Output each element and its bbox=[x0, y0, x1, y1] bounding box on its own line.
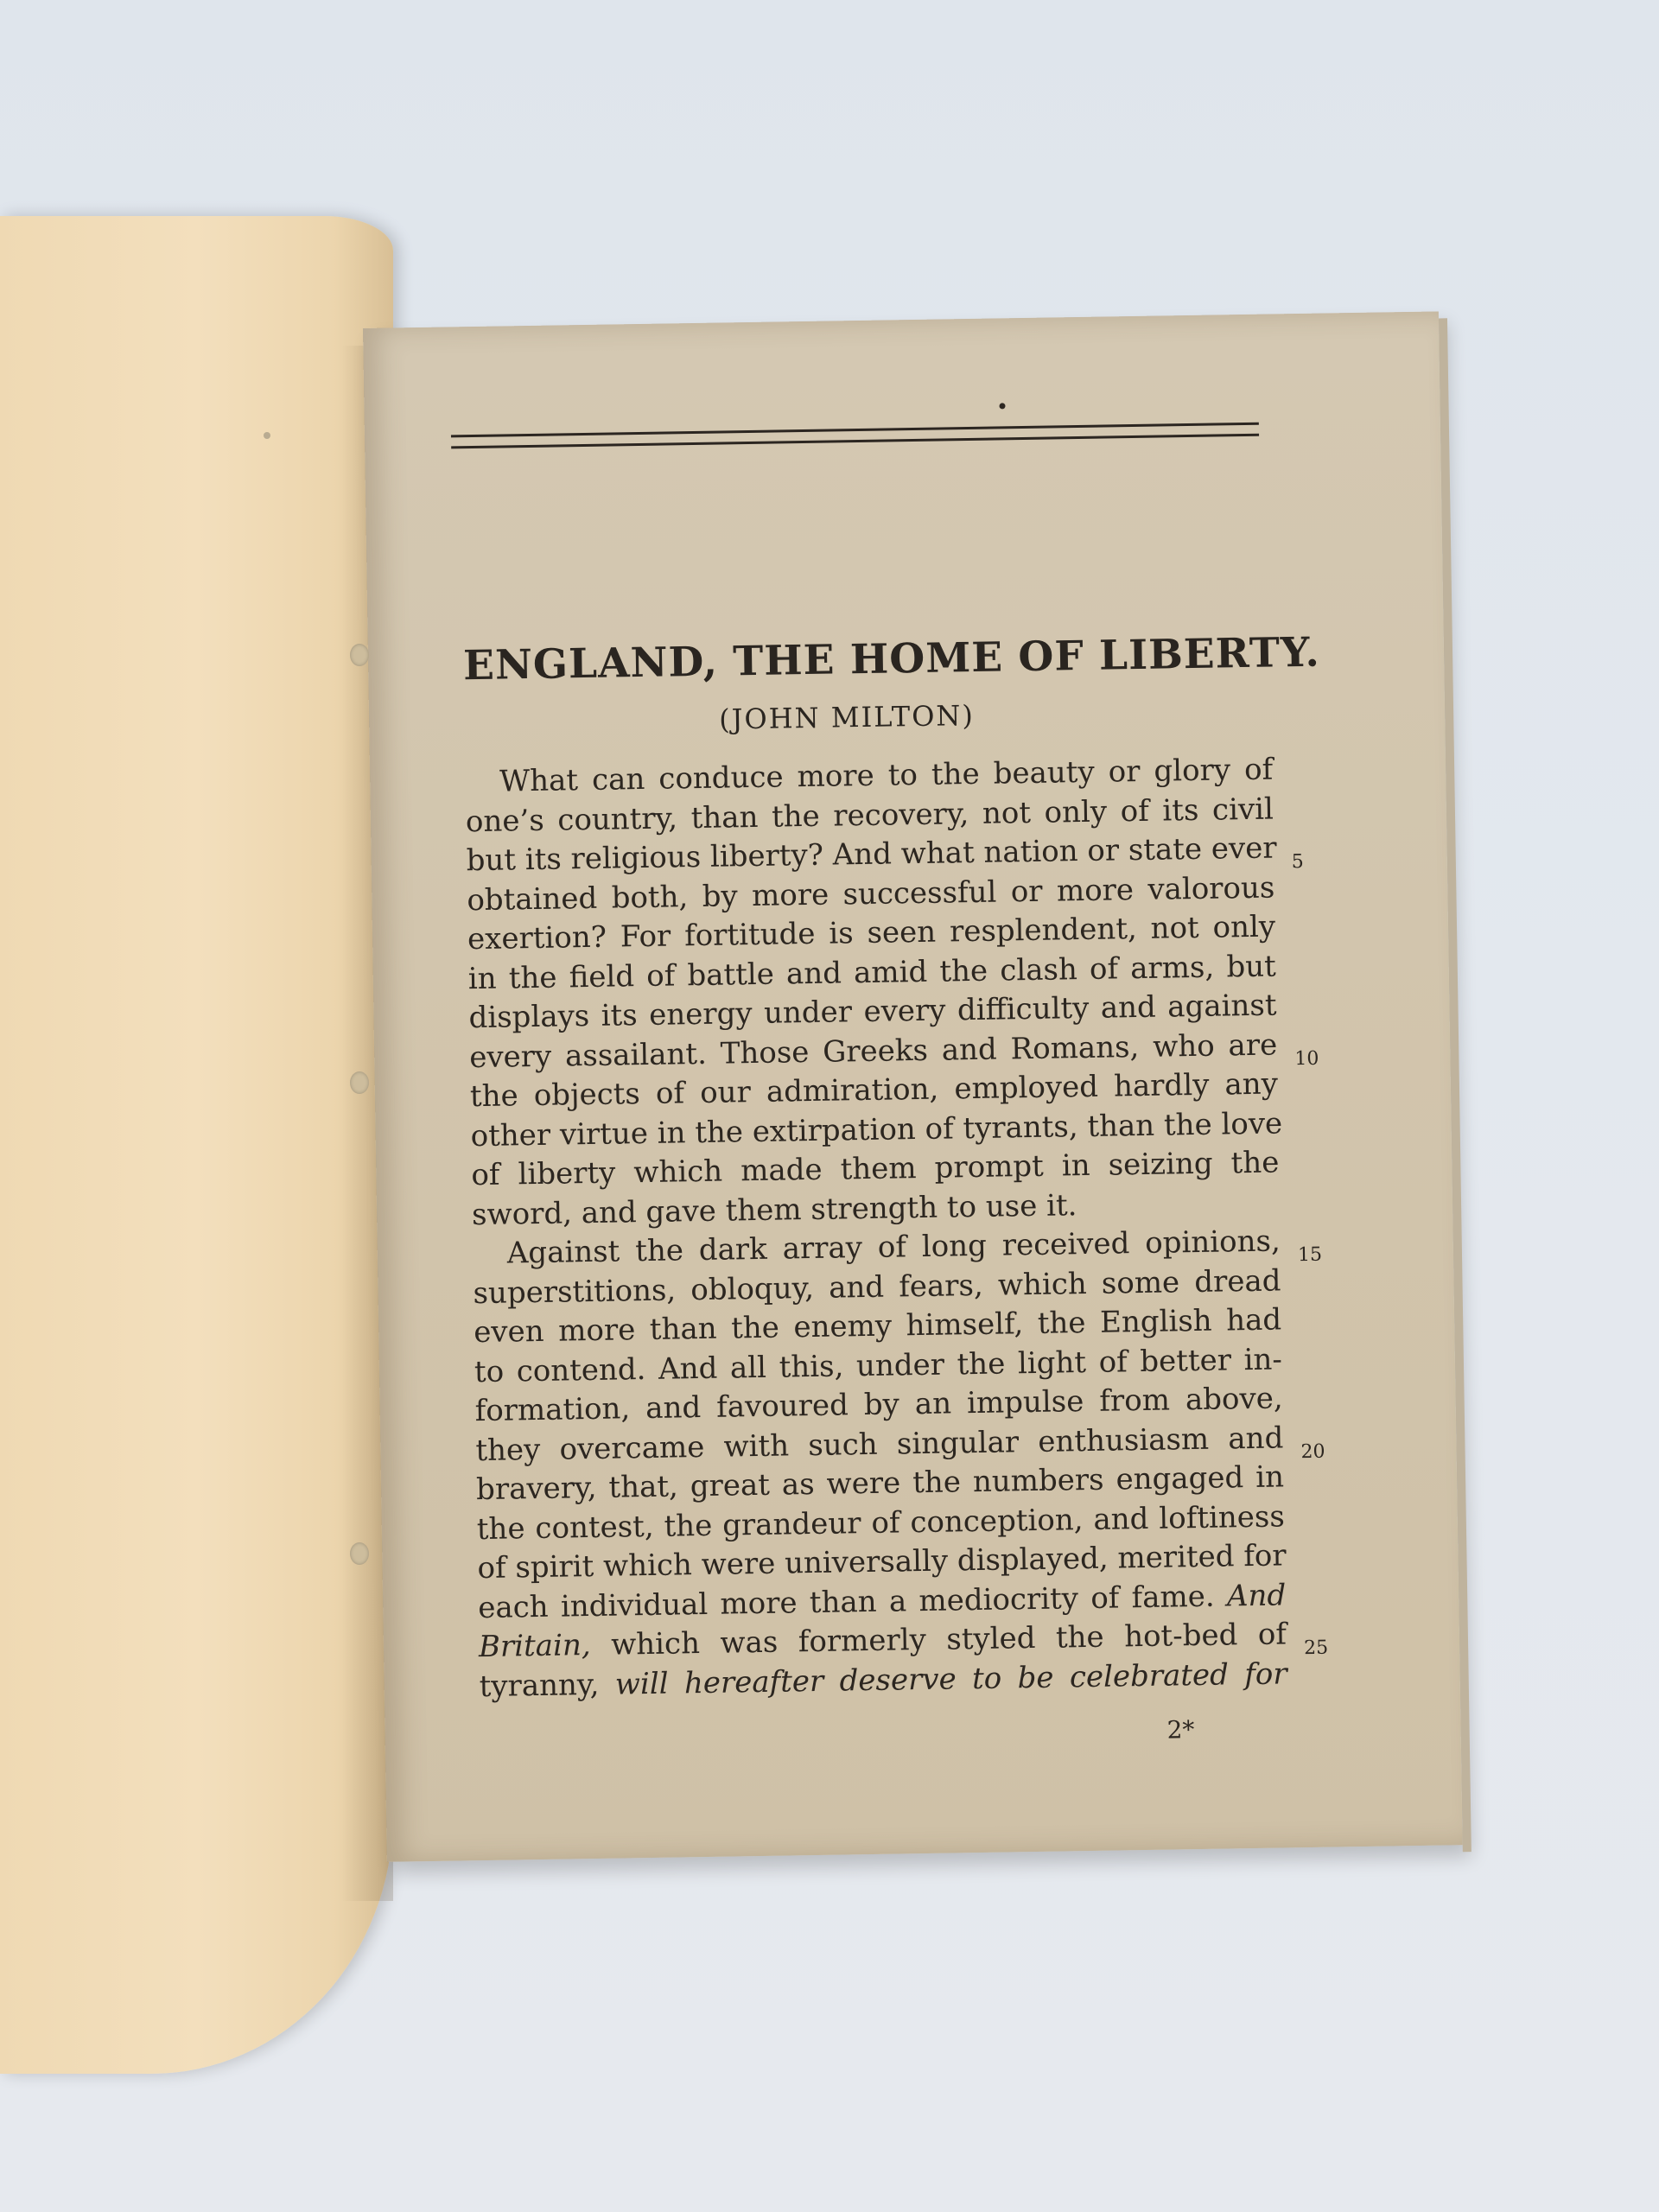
text-line: even more than the enemy himself, the English had bbox=[473, 1302, 1282, 1351]
signature-mark: 2* bbox=[1166, 1715, 1195, 1745]
line-number: 5 bbox=[1291, 850, 1305, 874]
italic-run: Britain, bbox=[478, 1628, 591, 1665]
left-page bbox=[0, 216, 393, 2074]
author-credit: (JOHN MILTON) bbox=[718, 698, 976, 736]
text-line: Against the dark array of long received opinions, bbox=[506, 1224, 1281, 1271]
text-line: What can conduce more to the beauty or glory of bbox=[499, 752, 1274, 799]
text-line: to contend. And all this, under the light of better in- bbox=[474, 1341, 1283, 1389]
text-line: superstitions, obloquy, and fears, which some dread bbox=[473, 1262, 1281, 1311]
text-line: displays its energy under every difficulty and against bbox=[468, 988, 1277, 1036]
body-text bbox=[465, 751, 1287, 1707]
line-number: 10 bbox=[1294, 1047, 1319, 1071]
line-number: 15 bbox=[1297, 1243, 1323, 1267]
text-run: tyranny, bbox=[479, 1667, 600, 1704]
text-line: other virtue in the extirpation of tyrants, than the love bbox=[470, 1105, 1283, 1154]
text-line: the contest, the grandeur of conception, and loftiness bbox=[476, 1498, 1286, 1547]
text-run: which was formerly styled the hot-bed of bbox=[610, 1617, 1287, 1662]
binding-stitch bbox=[350, 1071, 369, 1094]
text-run: each individual more than a mediocrity of fame. bbox=[477, 1579, 1215, 1625]
page-title: ENGLAND, THE HOME OF LIBERTY. bbox=[462, 628, 1321, 690]
text-line: of liberty which made them prompt in seizing the bbox=[471, 1145, 1280, 1193]
paper-speck bbox=[264, 432, 270, 439]
text-line: every assailant. Those Greeks and Romans, who are bbox=[468, 1027, 1278, 1075]
text-line: but its religious liberty? And what nation or state ever bbox=[466, 830, 1277, 879]
italic-run: will hereafter deserve to be celebrated for bbox=[614, 1656, 1287, 1702]
line-number: 25 bbox=[1303, 1637, 1329, 1660]
text-line: one’s country, than the recovery, not only of its civil bbox=[465, 791, 1274, 839]
ink-dot bbox=[999, 403, 1005, 409]
header-rule-bottom bbox=[451, 434, 1259, 449]
text-line: bravery, that, great as were the numbers engaged in bbox=[475, 1459, 1285, 1508]
binding-stitch bbox=[350, 1542, 369, 1565]
line-number: 20 bbox=[1300, 1440, 1325, 1464]
right-page bbox=[363, 311, 1463, 1861]
text-line: obtained both, by more successful or more valorous bbox=[467, 870, 1275, 918]
text-line: the objects of our admiration, employed hardly any bbox=[469, 1066, 1279, 1115]
text-line: of spirit which were universally displayed, merited for bbox=[477, 1538, 1287, 1586]
text-line: exertion? For fortitude is seen resplendent, not only bbox=[467, 909, 1276, 957]
text-line: formation, and favoured by an impulse from above, bbox=[474, 1381, 1283, 1429]
text-line: they overcame with such singular enthusiasm and bbox=[475, 1420, 1284, 1468]
binding-stitch bbox=[350, 644, 369, 666]
text-line: in the field of battle and amid the clash of arms, but bbox=[467, 948, 1277, 996]
italic-run: And bbox=[1226, 1577, 1287, 1613]
text-line: sword, and gave them strength to use it. bbox=[471, 1187, 1077, 1232]
